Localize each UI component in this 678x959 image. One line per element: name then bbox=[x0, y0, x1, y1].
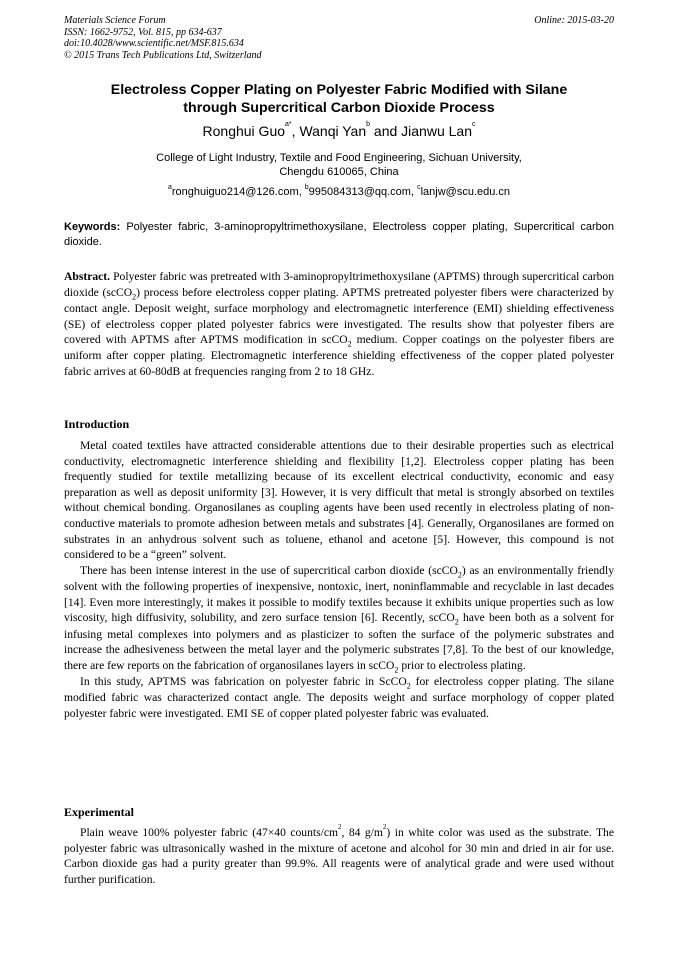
paragraph-text: In this study, APTMS was fabrication on polyester fabric in ScCO bbox=[80, 675, 407, 689]
introduction-body bbox=[64, 438, 614, 722]
paragraph-text: There has been intense interest in the use of supercritical carbon dioxide (scCO bbox=[80, 563, 458, 577]
copyright-line: © 2015 Trans Tech Publications Ltd, Switzerland bbox=[64, 49, 262, 61]
email-link[interactable]: ronghuiguo214@126.com bbox=[171, 186, 299, 198]
paragraph bbox=[64, 825, 614, 887]
email-separator: , bbox=[298, 186, 305, 198]
paragraph-text: ) as an environmentally friendly solvent with the following properties of inexpensive, nontoxic, inert, noninflammable and recyclable in last decades [14]. Even more interestingly, it makes it possible to modify textiles because it exhibits unique properties such as low viscosity, high diffusivity, solubility, and zero surface tension [6]. Recently, scCO bbox=[64, 563, 614, 625]
paragraph bbox=[64, 563, 614, 674]
abstract bbox=[64, 269, 614, 380]
email-superscript: b bbox=[304, 184, 309, 191]
author-separator: and bbox=[370, 123, 402, 139]
subscript: 2 bbox=[454, 617, 459, 627]
issn-line: ISSN: 1662-9752, Vol. 815, pp 634-637 bbox=[64, 26, 222, 38]
subscript: 2 bbox=[394, 665, 399, 675]
paragraph bbox=[64, 674, 614, 722]
paragraph-text: Plain weave 100% polyester fabric (47×40 counts/cm bbox=[80, 826, 338, 839]
abstract-text: ) process before electroless copper plating. APTMS pretreated polyester fibers were characterized by contact angle. Deposit weight, surface morphology and electromagnetic interference (EMI) shielding effectiveness (SE) of electroless copper plated polyester fabrics were investigated. The results show that polyester fibers are covered with APTMS after APTMS modification in scCO bbox=[64, 285, 614, 347]
superscript: 2 bbox=[337, 823, 342, 831]
keywords-text: Polyester fabric, 3-aminopropyltrimethoxysilane, Electroless copper plating, Supercritical carbon dioxide. bbox=[64, 221, 614, 248]
affiliation bbox=[64, 151, 614, 179]
author-superscript: b bbox=[366, 121, 371, 128]
abstract-paragraph bbox=[64, 269, 614, 380]
affiliation-line-1: College of Light Industry, Textile and Food Engineering, Sichuan University, bbox=[156, 152, 522, 164]
experimental-heading: Experimental bbox=[64, 805, 134, 819]
doi-line: doi:10.4028/www.scientific.net/MSF.815.634 bbox=[64, 38, 244, 50]
experimental-body bbox=[64, 825, 614, 887]
author-superscript: a* bbox=[285, 121, 292, 128]
introduction-heading: Introduction bbox=[64, 417, 130, 431]
online-date: Online: 2015-03-20 bbox=[534, 15, 614, 26]
paragraph: Metal coated textiles have attracted considerable attentions due to their desirable properties such as electrical conductivity, electromagnetic interference shielding and flexibility [1,2]. Electroless copper plating has been frequently studied for textile metallizing because of its excellent electrical conductivity, economic and easy preparation as well as deposit uniformity [3]. However, it is very difficult that metal is strongly absorbed on textiles without chemical bonding. Organosilanes as coupling agents have been used recently in electroless plating of non-conductive materials to promote adhesion between metals and substrates [4]. Generally, Organosilanes are formed on substrates in an anhydrous solvent such as toluene, ethanol and acetone [5]. However, this compound is not considered to be a “green” solvent. bbox=[64, 439, 614, 562]
paragraph-text: have been both as a solvent for infusing metal complexes into polymers and as plasticizer to soften the surface of the polymeric substrates and increase the adhesiveness between the metal layer and the polymeric substrates [7,8]. To the best of our knowledge, there are few reports on the fabrication of organosilanes layers in scCO bbox=[64, 611, 614, 672]
title-line-1: Electroless Copper Plating on Polyester Fabric Modified with Silane bbox=[110, 82, 568, 98]
author-name: Jianwu Lan bbox=[401, 123, 472, 139]
paragraph-text: ) in white color was used as the substrate. The polyester fabric was ultrasonically washed in the mixture of acetone and alcohol for 30 min and dried in air for use. Carbon dioxide gas had a purity greater than 99.9%. All reagents were of analytical grade and were used without further purification. bbox=[64, 826, 614, 886]
paragraph-text: , 84 g/m bbox=[341, 826, 383, 839]
author-emails bbox=[64, 185, 614, 199]
paper-title bbox=[64, 81, 614, 117]
paragraph-text: for electroless copper plating. The silane modified fabric was characterized contact angle. The deposits weight and surface morphology of copper plated polyester fabric were investigated. EMI SE of copper plated polyester fabric was evaluated. bbox=[64, 675, 614, 720]
email-superscript: c bbox=[417, 184, 421, 191]
email-link[interactable]: lanjw@scu.edu.cn bbox=[420, 186, 511, 198]
author-name: Ronghui Guo bbox=[202, 123, 286, 139]
affiliation-line-2: Chengdu 610065, China bbox=[279, 166, 399, 178]
subscript: 2 bbox=[347, 339, 352, 349]
author-superscript: c bbox=[471, 121, 476, 128]
author-list bbox=[64, 122, 614, 140]
paragraph-text: prior to electroless plating. bbox=[398, 658, 526, 672]
keywords bbox=[64, 220, 614, 249]
subscript: 2 bbox=[457, 570, 462, 580]
journal-name: Materials Science Forum bbox=[64, 15, 166, 26]
email-link[interactable]: 995084313@qq.com bbox=[308, 186, 411, 198]
author-separator: , bbox=[291, 123, 300, 139]
superscript: 2 bbox=[382, 823, 387, 831]
email-superscript: a bbox=[167, 184, 172, 191]
abstract-text: Polyester fabric was pretreated with 3-aminopropyltrimethoxysilane (APTMS) through supercritical carbon dioxide (scCO bbox=[64, 270, 614, 299]
abstract-text: medium. Copper coatings on the polyester fibers are uniform after copper plating. Electromagnetic interference shielding effectiveness of the copper plated polyester fabric arrives at 60-80dB at frequencies ranging from 2 to 18 GHz. bbox=[64, 333, 615, 378]
subscript: 2 bbox=[132, 291, 137, 301]
subscript: 2 bbox=[406, 681, 411, 691]
keywords-label: Keywords: bbox=[64, 221, 121, 233]
email-separator: , bbox=[410, 186, 418, 198]
abstract-label: Abstract. bbox=[64, 270, 111, 283]
title-line-2: through Supercritical Carbon Dioxide Process bbox=[183, 100, 495, 116]
journal-header bbox=[64, 15, 394, 61]
author-name: Wanqi Yan bbox=[299, 123, 367, 139]
